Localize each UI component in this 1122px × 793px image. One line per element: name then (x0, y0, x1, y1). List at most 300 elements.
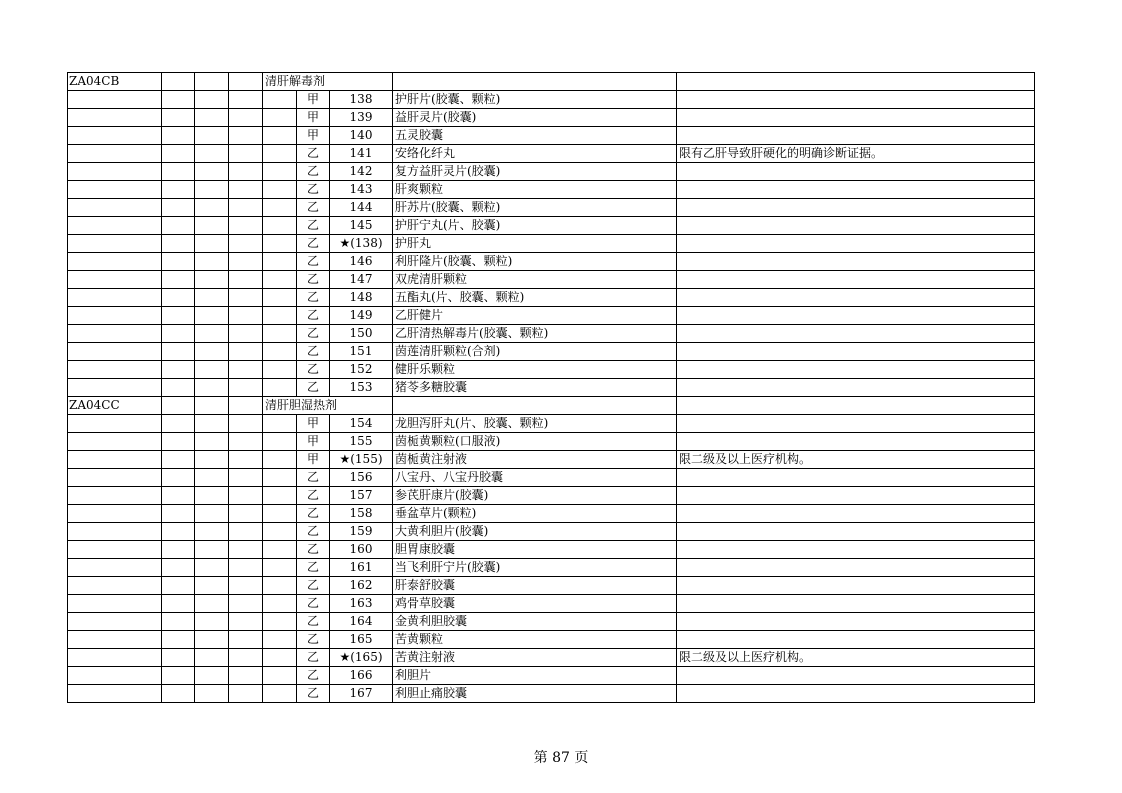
drug-name-cell: 五酯丸(片、胶囊、颗粒) (393, 289, 677, 307)
remark-cell (677, 667, 1035, 685)
code-cell (68, 649, 162, 667)
blank-cell (195, 613, 229, 631)
blank-cell (195, 307, 229, 325)
drug-name-cell: 猪苓多糖胶囊 (393, 379, 677, 397)
remark-cell (677, 433, 1035, 451)
blank-cell (229, 307, 263, 325)
blank-cell (263, 595, 297, 613)
blank-cell (162, 559, 195, 577)
grade-cell: 乙 (297, 361, 330, 379)
blank-cell (195, 685, 229, 703)
remark-cell (677, 361, 1035, 379)
code-cell (68, 199, 162, 217)
blank-cell (263, 127, 297, 145)
item-number-cell: 159 (330, 523, 393, 541)
code-cell (68, 559, 162, 577)
item-number-cell: 160 (330, 541, 393, 559)
blank-cell (263, 523, 297, 541)
blank-cell (229, 433, 263, 451)
blank-cell (229, 667, 263, 685)
item-number-cell: 140 (330, 127, 393, 145)
item-number-cell: 161 (330, 559, 393, 577)
remark-cell (677, 541, 1035, 559)
grade-cell: 甲 (297, 433, 330, 451)
code-cell (68, 253, 162, 271)
blank-cell (162, 631, 195, 649)
blank-cell (229, 397, 263, 415)
remark-cell: 限二级及以上医疗机构。 (677, 451, 1035, 469)
blank-cell (195, 163, 229, 181)
remark-cell (677, 487, 1035, 505)
drug-name-cell: 护肝丸 (393, 235, 677, 253)
drug-row (68, 559, 1035, 577)
item-number-cell: 147 (330, 271, 393, 289)
drug-name-cell: 利胆止痛胶囊 (393, 685, 677, 703)
blank-cell (229, 73, 263, 91)
blank-cell (229, 379, 263, 397)
blank-cell (195, 505, 229, 523)
item-number-cell: 150 (330, 325, 393, 343)
drug-row (68, 343, 1035, 361)
drug-row (68, 631, 1035, 649)
drug-row (68, 487, 1035, 505)
grade-cell: 乙 (297, 577, 330, 595)
code-cell (68, 145, 162, 163)
code-cell (68, 325, 162, 343)
blank-cell (263, 361, 297, 379)
blank-cell (162, 487, 195, 505)
item-number-cell: ★(138) (330, 235, 393, 253)
blank-cell (229, 271, 263, 289)
blank-cell (162, 343, 195, 361)
blank-cell (195, 127, 229, 145)
blank-cell (195, 181, 229, 199)
blank-cell (263, 181, 297, 199)
grade-cell: 乙 (297, 523, 330, 541)
blank-cell (229, 487, 263, 505)
blank-cell (229, 559, 263, 577)
blank-cell (162, 667, 195, 685)
drug-name-cell: 乙肝健片 (393, 307, 677, 325)
blank-cell (195, 451, 229, 469)
blank-cell (263, 631, 297, 649)
blank-cell (229, 181, 263, 199)
drug-row (68, 523, 1035, 541)
item-number-cell: 164 (330, 613, 393, 631)
grade-cell: 乙 (297, 271, 330, 289)
code-cell (68, 487, 162, 505)
blank-cell (229, 145, 263, 163)
blank-cell (195, 217, 229, 235)
item-number-cell: 144 (330, 199, 393, 217)
item-number-cell: 149 (330, 307, 393, 325)
grade-cell: 乙 (297, 253, 330, 271)
blank-cell (195, 487, 229, 505)
blank-cell (229, 649, 263, 667)
blank-cell (229, 289, 263, 307)
category-name-cell: 清肝解毒剂 (263, 73, 393, 91)
blank-cell (263, 271, 297, 289)
code-cell (68, 235, 162, 253)
remark-cell (677, 181, 1035, 199)
blank-cell (162, 451, 195, 469)
blank-cell (162, 415, 195, 433)
code-cell (68, 631, 162, 649)
remark-cell (677, 235, 1035, 253)
grade-cell: 乙 (297, 145, 330, 163)
blank-cell (195, 415, 229, 433)
remark-cell (677, 397, 1035, 415)
code-cell (68, 361, 162, 379)
remark-cell (677, 469, 1035, 487)
blank-cell (229, 577, 263, 595)
grade-cell: 乙 (297, 163, 330, 181)
blank-cell (162, 253, 195, 271)
blank-cell (229, 217, 263, 235)
blank-cell (162, 109, 195, 127)
code-cell (68, 289, 162, 307)
code-cell (68, 451, 162, 469)
grade-cell: 乙 (297, 505, 330, 523)
item-number-cell: 142 (330, 163, 393, 181)
drug-name-cell: 肝苏片(胶囊、颗粒) (393, 199, 677, 217)
blank-cell (263, 163, 297, 181)
drug-name-cell: 五灵胶囊 (393, 127, 677, 145)
blank-cell (229, 685, 263, 703)
drug-row (68, 289, 1035, 307)
blank-cell (195, 289, 229, 307)
code-cell (68, 433, 162, 451)
blank-cell (162, 379, 195, 397)
blank-cell (263, 307, 297, 325)
remark-cell (677, 73, 1035, 91)
drug-name-cell: 肝爽颗粒 (393, 181, 677, 199)
remark-cell: 限二级及以上医疗机构。 (677, 649, 1035, 667)
blank-cell (229, 613, 263, 631)
drug-row (68, 649, 1035, 667)
blank-cell (263, 415, 297, 433)
blank-cell (162, 361, 195, 379)
item-number-cell: 156 (330, 469, 393, 487)
blank-cell (229, 469, 263, 487)
grade-cell: 甲 (297, 127, 330, 145)
item-number-cell: 167 (330, 685, 393, 703)
item-number-cell: 157 (330, 487, 393, 505)
grade-cell: 甲 (297, 91, 330, 109)
remark-cell (677, 415, 1035, 433)
blank-cell (162, 577, 195, 595)
grade-cell: 甲 (297, 109, 330, 127)
blank-cell (162, 217, 195, 235)
item-number-cell: 152 (330, 361, 393, 379)
blank-cell (195, 343, 229, 361)
blank-cell (162, 397, 195, 415)
code-cell (68, 595, 162, 613)
grade-cell: 乙 (297, 307, 330, 325)
drug-name-cell: 苦黄颗粒 (393, 631, 677, 649)
blank-cell (263, 433, 297, 451)
blank-cell (162, 91, 195, 109)
drug-row (68, 145, 1035, 163)
remark-cell (677, 379, 1035, 397)
grade-cell: 乙 (297, 379, 330, 397)
drug-row (68, 685, 1035, 703)
blank-cell (162, 307, 195, 325)
grade-cell: 乙 (297, 343, 330, 361)
drug-row (68, 613, 1035, 631)
item-number-cell: 153 (330, 379, 393, 397)
blank-cell (263, 505, 297, 523)
blank-cell (229, 199, 263, 217)
drug-name-cell: 当飞利肝宁片(胶囊) (393, 559, 677, 577)
blank-cell (195, 577, 229, 595)
item-number-cell: 151 (330, 343, 393, 361)
blank-cell (229, 325, 263, 343)
blank-cell (263, 325, 297, 343)
blank-cell (162, 325, 195, 343)
drug-row (68, 415, 1035, 433)
blank-cell (229, 163, 263, 181)
drug-name-cell: 八宝丹、八宝丹胶囊 (393, 469, 677, 487)
blank-cell (229, 343, 263, 361)
item-number-cell: 141 (330, 145, 393, 163)
grade-cell: 乙 (297, 181, 330, 199)
item-number-cell: ★(165) (330, 649, 393, 667)
item-number-cell: 158 (330, 505, 393, 523)
blank-cell (263, 541, 297, 559)
blank-cell (263, 379, 297, 397)
code-cell (68, 127, 162, 145)
blank-cell (162, 235, 195, 253)
blank-cell (195, 631, 229, 649)
grade-cell: 乙 (297, 667, 330, 685)
blank-cell (263, 289, 297, 307)
grade-cell: 乙 (297, 613, 330, 631)
blank-cell (263, 667, 297, 685)
drug-row (68, 91, 1035, 109)
drug-row (68, 667, 1035, 685)
code-cell (68, 163, 162, 181)
remark-cell (677, 91, 1035, 109)
blank-cell (263, 199, 297, 217)
item-number-cell: ★(155) (330, 451, 393, 469)
blank-cell (162, 469, 195, 487)
blank-cell (263, 217, 297, 235)
grade-cell: 乙 (297, 469, 330, 487)
remark-cell (677, 307, 1035, 325)
drug-row (68, 379, 1035, 397)
blank-cell (195, 559, 229, 577)
grade-cell: 乙 (297, 595, 330, 613)
item-number-cell: 145 (330, 217, 393, 235)
item-number-cell: 146 (330, 253, 393, 271)
blank-cell (195, 253, 229, 271)
blank-cell (162, 595, 195, 613)
remark-cell (677, 253, 1035, 271)
blank-cell (195, 397, 229, 415)
drug-row (68, 469, 1035, 487)
code-cell (68, 307, 162, 325)
blank-cell (195, 109, 229, 127)
code-cell (68, 91, 162, 109)
blank-cell (229, 505, 263, 523)
drug-name-cell: 金黄利胆胶囊 (393, 613, 677, 631)
code-cell (68, 217, 162, 235)
drug-name-cell: 龙胆泻肝丸(片、胶囊、颗粒) (393, 415, 677, 433)
blank-cell (263, 685, 297, 703)
grade-cell: 甲 (297, 451, 330, 469)
remark-cell (677, 343, 1035, 361)
drug-name-cell (393, 73, 677, 91)
blank-cell (162, 505, 195, 523)
blank-cell (195, 361, 229, 379)
remark-cell (677, 289, 1035, 307)
blank-cell (229, 523, 263, 541)
blank-cell (195, 595, 229, 613)
remark-cell (677, 163, 1035, 181)
blank-cell (229, 631, 263, 649)
remark-cell (677, 595, 1035, 613)
grade-cell: 乙 (297, 325, 330, 343)
blank-cell (162, 163, 195, 181)
blank-cell (229, 235, 263, 253)
code-cell (68, 613, 162, 631)
blank-cell (263, 559, 297, 577)
drug-name-cell (393, 397, 677, 415)
page-number: 第 87 页 (533, 750, 589, 766)
drug-row (68, 127, 1035, 145)
item-number-cell: 155 (330, 433, 393, 451)
code-cell (68, 379, 162, 397)
blank-cell (195, 145, 229, 163)
code-cell (68, 109, 162, 127)
blank-cell (263, 343, 297, 361)
drug-name-cell: 胆胃康胶囊 (393, 541, 677, 559)
blank-cell (229, 415, 263, 433)
blank-cell (195, 469, 229, 487)
remark-cell (677, 523, 1035, 541)
drug-name-cell: 大黄利胆片(胶囊) (393, 523, 677, 541)
item-number-cell: 148 (330, 289, 393, 307)
code-cell (68, 523, 162, 541)
blank-cell (162, 181, 195, 199)
code-cell (68, 685, 162, 703)
blank-cell (195, 235, 229, 253)
blank-cell (162, 541, 195, 559)
blank-cell (229, 541, 263, 559)
blank-cell (162, 271, 195, 289)
grade-cell: 乙 (297, 631, 330, 649)
remark-cell (677, 613, 1035, 631)
grade-cell: 乙 (297, 685, 330, 703)
drug-name-cell: 护肝宁丸(片、胶囊) (393, 217, 677, 235)
blank-cell (263, 469, 297, 487)
blank-cell (229, 361, 263, 379)
drug-name-cell: 垂盆草片(颗粒) (393, 505, 677, 523)
blank-cell (195, 91, 229, 109)
drug-row (68, 253, 1035, 271)
drug-row (68, 217, 1035, 235)
drug-name-cell: 茵栀黄注射液 (393, 451, 677, 469)
item-number-cell: 162 (330, 577, 393, 595)
remark-cell (677, 127, 1035, 145)
grade-cell: 乙 (297, 649, 330, 667)
code-cell (68, 271, 162, 289)
blank-cell (229, 91, 263, 109)
blank-cell (162, 685, 195, 703)
drug-row (68, 505, 1035, 523)
drug-row (68, 595, 1035, 613)
blank-cell (263, 577, 297, 595)
blank-cell (195, 541, 229, 559)
drug-list-table (67, 72, 1035, 703)
drug-name-cell: 乙肝清热解毒片(胶囊、颗粒) (393, 325, 677, 343)
drug-row (68, 235, 1035, 253)
code-cell (68, 181, 162, 199)
grade-cell: 乙 (297, 199, 330, 217)
blank-cell (263, 235, 297, 253)
category-name-cell: 清肝胆湿热剂 (263, 397, 393, 415)
blank-cell (263, 613, 297, 631)
blank-cell (195, 199, 229, 217)
drug-row (68, 181, 1035, 199)
blank-cell (195, 433, 229, 451)
drug-name-cell: 健肝乐颗粒 (393, 361, 677, 379)
item-number-cell: 154 (330, 415, 393, 433)
remark-cell (677, 577, 1035, 595)
drug-name-cell: 利肝隆片(胶囊、颗粒) (393, 253, 677, 271)
item-number-cell: 139 (330, 109, 393, 127)
blank-cell (229, 253, 263, 271)
item-number-cell: 166 (330, 667, 393, 685)
drug-row (68, 577, 1035, 595)
grade-cell: 甲 (297, 415, 330, 433)
drug-name-cell: 安络化纤丸 (393, 145, 677, 163)
blank-cell (195, 379, 229, 397)
drug-row (68, 433, 1035, 451)
blank-cell (162, 649, 195, 667)
drug-name-cell: 复方益肝灵片(胶囊) (393, 163, 677, 181)
grade-cell: 乙 (297, 541, 330, 559)
remark-cell: 限有乙肝导致肝硬化的明确诊断证据。 (677, 145, 1035, 163)
drug-row (68, 325, 1035, 343)
drug-name-cell: 利胆片 (393, 667, 677, 685)
code-cell (68, 343, 162, 361)
category-code-cell: ZA04CB (68, 73, 162, 91)
drug-name-cell: 护肝片(胶囊、颗粒) (393, 91, 677, 109)
blank-cell (162, 613, 195, 631)
drug-name-cell: 茵莲清肝颗粒(合剂) (393, 343, 677, 361)
category-row (68, 397, 1035, 415)
drug-name-cell: 双虎清肝颗粒 (393, 271, 677, 289)
code-cell (68, 541, 162, 559)
drug-row (68, 451, 1035, 469)
table-body (68, 73, 1035, 703)
blank-cell (229, 595, 263, 613)
remark-cell (677, 217, 1035, 235)
drug-name-cell: 益肝灵片(胶囊) (393, 109, 677, 127)
drug-name-cell: 肝泰舒胶囊 (393, 577, 677, 595)
blank-cell (162, 523, 195, 541)
blank-cell (162, 289, 195, 307)
grade-cell: 乙 (297, 559, 330, 577)
drug-name-cell: 鸡骨草胶囊 (393, 595, 677, 613)
drug-name-cell: 参芪肝康片(胶囊) (393, 487, 677, 505)
blank-cell (263, 91, 297, 109)
blank-cell (162, 199, 195, 217)
blank-cell (195, 325, 229, 343)
drug-row (68, 163, 1035, 181)
